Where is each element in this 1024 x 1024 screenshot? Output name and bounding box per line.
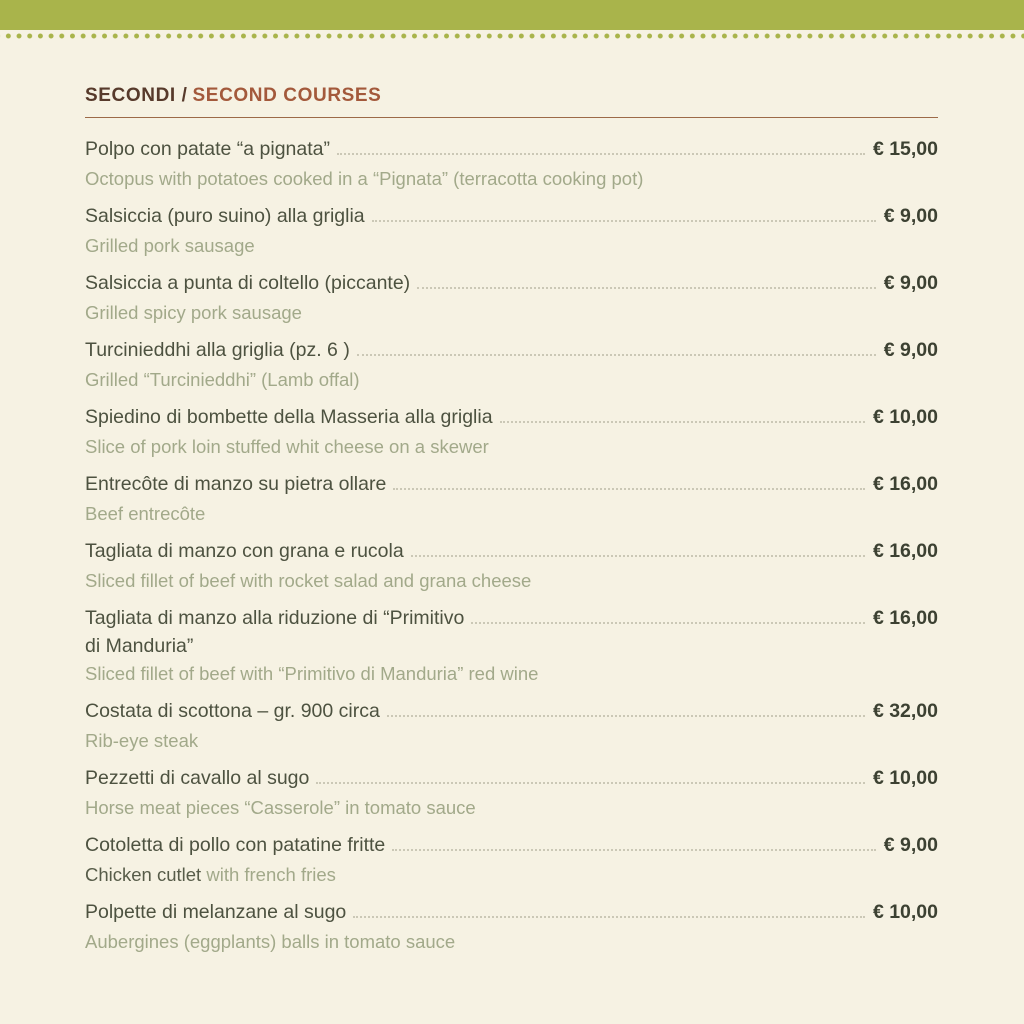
menu-item-row (85, 402, 938, 432)
dish-price: € 9,00 (883, 339, 938, 361)
dish-price: € 10,00 (872, 901, 938, 923)
dotted-leader (353, 916, 865, 918)
menu-item-row (85, 696, 938, 726)
dish-description (85, 927, 938, 957)
dotted-leader (357, 354, 876, 356)
dish-description-text: Grilled “Turcinieddhi” (Lamb offal) (85, 369, 360, 390)
dish-price: € 10,00 (872, 767, 938, 789)
menu-page (0, 40, 1024, 957)
dish-description-text: Horse meat pieces “Casserole” in tomato sauce (85, 797, 476, 818)
dish-name: Costata di scottona – gr. 900 circa (85, 700, 380, 722)
dish-name: Pezzetti di cavallo al sugo (85, 767, 310, 789)
dish-description-text: Rib-eye steak (85, 730, 199, 751)
dish-description (85, 793, 938, 823)
top-green-bar (0, 0, 1024, 30)
dish-description-text: with french fries (201, 864, 336, 885)
dotted-leader (392, 849, 876, 851)
dish-price: € 9,00 (883, 205, 938, 227)
dish-name: Entrecôte di manzo su pietra ollare (85, 473, 387, 495)
menu-item (85, 268, 938, 328)
dish-price: € 16,00 (872, 607, 938, 629)
menu-item-row (85, 201, 938, 231)
dotted-leader (500, 421, 865, 423)
menu-list (85, 134, 938, 957)
dish-description (85, 659, 938, 689)
dotted-leader (411, 555, 865, 557)
menu-item-row (85, 268, 938, 298)
menu-item-row (85, 763, 938, 793)
dish-name: Spiedino di bombette della Masseria alla griglia (85, 406, 493, 428)
menu-item-row (85, 134, 938, 164)
section-title (85, 85, 938, 118)
menu-item (85, 897, 938, 957)
dish-description (85, 231, 938, 261)
dish-description (85, 566, 938, 596)
dish-description (85, 432, 938, 462)
dotted-leader (471, 622, 865, 624)
dish-description (85, 298, 938, 328)
dish-description-text: Beef entrecôte (85, 503, 206, 524)
dish-name: Cotoletta di pollo con patatine fritte (85, 834, 386, 856)
menu-item (85, 201, 938, 261)
menu-item (85, 830, 938, 890)
dish-description (85, 365, 938, 395)
section-title-english: SECOND COURSES (192, 85, 382, 106)
dotted-leader (316, 782, 865, 784)
menu-item (85, 335, 938, 395)
dish-name-line2: di Manduria” (85, 635, 194, 657)
menu-item (85, 696, 938, 756)
dish-description (85, 726, 938, 756)
dotted-leader (372, 220, 876, 222)
dish-name: Polpette di melanzane al sugo (85, 901, 347, 923)
menu-item (85, 763, 938, 823)
dish-description-text: Sliced fillet of beef with “Primitivo di Manduria” red wine (85, 663, 539, 684)
dish-description-text: Octopus with potatoes cooked in a “Pignata” (terracotta cooking pot) (85, 168, 644, 189)
dish-name: Turcinieddhi alla griglia (pz. 6 ) (85, 339, 350, 361)
menu-item (85, 603, 938, 689)
dish-price: € 15,00 (872, 138, 938, 160)
dish-name: Polpo con patate “a pignata” (85, 138, 331, 160)
dish-description-strong: Chicken cutlet (85, 864, 202, 885)
menu-item-row (85, 603, 938, 633)
dish-description-text: Grilled pork sausage (85, 235, 255, 256)
dish-description (85, 164, 938, 194)
dish-price: € 16,00 (872, 540, 938, 562)
dotted-leader (387, 715, 865, 717)
dish-description (85, 860, 938, 890)
menu-item-row (85, 335, 938, 365)
menu-item (85, 536, 938, 596)
dish-description-text: Aubergines (eggplants) balls in tomato sauce (85, 931, 456, 952)
dotted-leader (337, 153, 865, 155)
menu-item-row (85, 469, 938, 499)
dish-description-text: Slice of pork loin stuffed whit cheese on a skewer (85, 436, 489, 457)
dish-description (85, 499, 938, 529)
dotted-leader (393, 488, 865, 490)
menu-item-row (85, 830, 938, 860)
section-title-italian: SECONDI / (85, 85, 188, 106)
dish-price: € 16,00 (872, 473, 938, 495)
menu-item (85, 469, 938, 529)
dotted-divider (0, 32, 1024, 40)
menu-item (85, 402, 938, 462)
dish-name: Salsiccia (puro suino) alla griglia (85, 205, 365, 227)
dish-price: € 32,00 (872, 700, 938, 722)
dish-description-text: Grilled spicy pork sausage (85, 302, 302, 323)
menu-item (85, 134, 938, 194)
dish-price: € 10,00 (872, 406, 938, 428)
dish-price: € 9,00 (883, 834, 938, 856)
dish-description-text: Sliced fillet of beef with rocket salad and grana cheese (85, 570, 532, 591)
dotted-leader (417, 287, 876, 289)
dish-name: Tagliata di manzo alla riduzione di “Primitivo (85, 607, 465, 629)
dish-name: Tagliata di manzo con grana e rucola (85, 540, 404, 562)
dish-name: Salsiccia a punta di coltello (piccante) (85, 272, 411, 294)
dish-price: € 9,00 (883, 272, 938, 294)
menu-item-row (85, 536, 938, 566)
menu-item-row (85, 897, 938, 927)
